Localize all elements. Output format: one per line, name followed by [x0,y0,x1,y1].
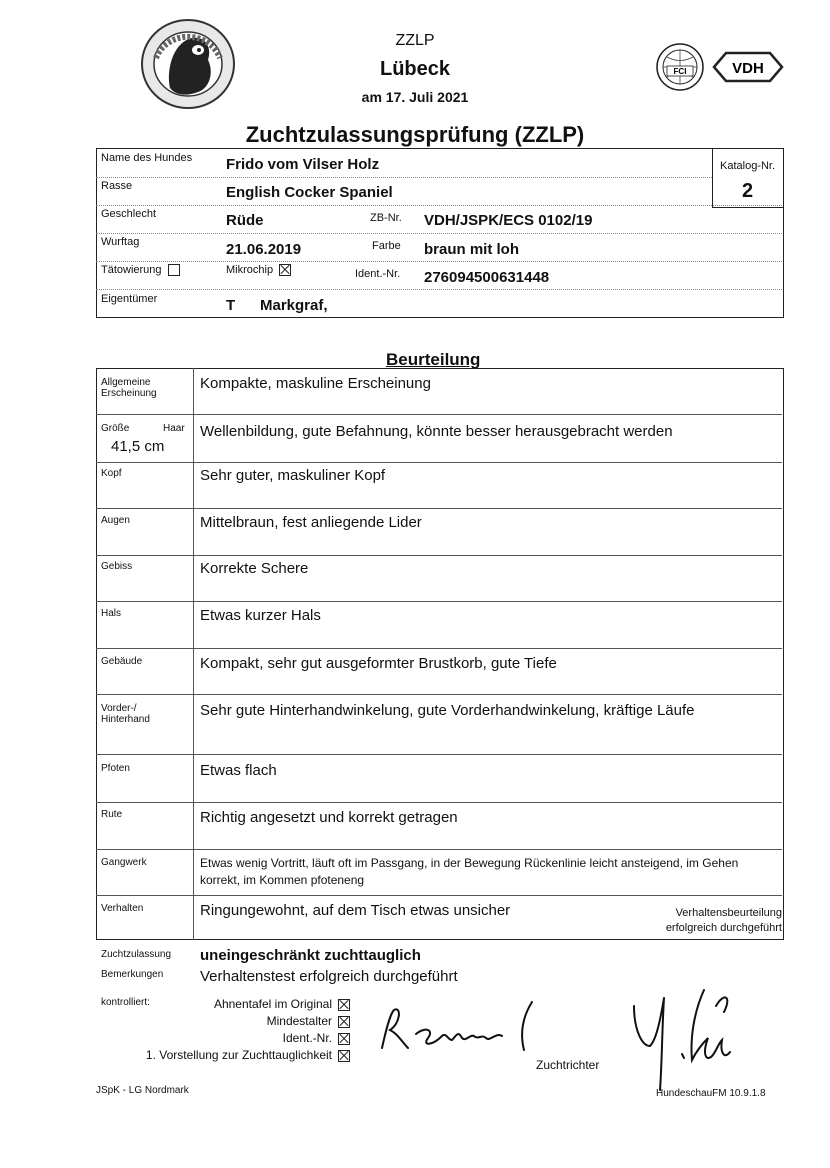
check-mindestalter-checkbox[interactable] [338,1016,350,1028]
header-date: am 17. Juli 2021 [361,89,469,105]
farbe-label: Farbe [372,240,401,252]
mikrochip-text: Mikrochip [226,264,274,276]
farbe-value: braun mit loh [424,241,519,258]
breed-value: English Cocker Spaniel [226,184,393,201]
allgemein-label-line1: Allgemeine [101,377,151,388]
mikrochip-checkbox[interactable] [279,264,291,276]
haar-label: Haar [163,423,185,434]
haar-value: Wellenbildung, gute Befahnung, könnte besser herausgebracht werden [200,423,673,440]
check-vorstellung-text: 1. Vorstellung zur Zuchttauglichkeit [145,1048,332,1062]
hals-value: Etwas kurzer Hals [200,607,321,624]
verhaltensbeurteilung-line2: erfolgreich durchgeführt [665,922,782,934]
divider [96,802,782,803]
breed-label: Rasse [101,180,133,192]
groesse-label: Größe [101,423,130,434]
checklist [100,996,350,1064]
zuchtzulassung-value: uneingeschränkt zuchttauglich [200,947,421,964]
check-vorstellung [100,1047,350,1064]
check-ident-text: Ident.-Nr. [282,1031,332,1045]
allgemein-label-line2: Erscheinung [101,388,157,399]
owner-label: Eigentümer [101,293,158,305]
zb-value: VDH/JSPK/ECS 0102/19 [424,212,593,229]
header-city: Lübeck [379,58,451,80]
check-ahnentafel [100,996,350,1013]
wurftag-label: Wurftag [101,236,140,248]
gebiss-value: Korrekte Schere [200,560,309,577]
taetowierung-checkbox[interactable] [168,264,180,276]
allgemein-label [101,377,157,399]
vorder-value: Sehr gute Hinterhandwinkelung, gute Vorderhandwinkelung, kräftige Läufe [200,702,695,719]
gangwerk-line1: Etwas wenig Vortritt, läuft oft im Passgang, in der Bewegung Rückenlinie leicht ansteigend, im Gehen [200,856,739,870]
owner-initial: T [226,297,236,314]
divider [96,289,782,290]
rute-label: Rute [101,809,123,820]
sex-value: Rüde [226,212,264,229]
dog-name-label: Name des Hundes [101,152,193,164]
kopf-value: Sehr guter, maskuliner Kopf [200,467,386,484]
zuchtrichter-label: Zuchtrichter [536,1058,600,1072]
zb-label: ZB-Nr. [370,212,402,224]
vdh-logo-text: VDH [732,60,764,77]
bemerkungen-label: Bemerkungen [101,969,164,980]
vdh-logo [712,50,784,84]
page-title: Zuchtzulassungsprüfung (ZZLP) [245,122,585,147]
divider [96,177,712,178]
footer-right: HundeschauFM 10.9.1.8 [656,1088,766,1099]
divider [96,233,782,234]
check-mindestalter-text: Mindestalter [266,1014,332,1028]
ident-label: Ident.-Nr. [355,268,401,280]
check-ahnentafel-text: Ahnentafel im Original [213,997,332,1011]
divider [96,601,782,602]
check-ahnentafel-checkbox[interactable] [338,999,350,1011]
signature-right [620,982,750,1092]
divider [96,754,782,755]
groesse-value: 41,5 cm [111,438,165,455]
fci-logo-text: FCI [673,67,687,76]
dog-name-value: Frido vom Vilser Holz [226,156,380,173]
vorder-label [101,703,150,725]
verhaltensbeurteilung-line1: Verhaltensbeurteilung [675,907,782,919]
fci-logo [655,42,705,92]
hals-label: Hals [101,608,122,619]
ident-value: 276094500631448 [424,269,550,286]
label-column-divider [193,368,194,940]
header-line-zzlp: ZZLP [395,32,435,49]
gangwerk-label: Gangwerk [101,857,147,868]
wurftag-value: 21.06.2019 [226,241,302,258]
gebiss-label: Gebiss [101,561,133,572]
verhalten-value: Ringungewohnt, auf dem Tisch etwas unsicher [200,902,511,919]
gangwerk-value [200,855,738,889]
taetowierung-label [101,264,180,276]
beurteilung-title: Beurteilung [386,350,481,369]
divider [96,895,782,896]
check-vorstellung-checkbox[interactable] [338,1050,350,1062]
gebaeude-value: Kompakt, sehr gut ausgeformter Brustkorb, gute Tiefe [200,655,557,672]
verhalten-label: Verhalten [101,903,144,914]
allgemein-value: Kompakte, maskuline Erscheinung [200,375,431,392]
augen-value: Mittelbraun, fest anliegende Lider [200,514,422,531]
check-mindestalter [100,1013,350,1030]
sex-label: Geschlecht [101,208,157,220]
owner-name: Markgraf, [260,297,328,314]
divider [96,555,782,556]
rute-value: Richtig angesetzt und korrekt getragen [200,809,458,826]
verhaltensbeurteilung [620,906,782,936]
pfoten-label: Pfoten [101,763,130,774]
catalog-number: 2 [742,180,754,202]
check-ident-checkbox[interactable] [338,1033,350,1045]
divider [96,462,782,463]
divider [96,414,782,415]
signature-left [372,990,552,1060]
divider [96,648,782,649]
kopf-label: Kopf [101,468,122,479]
bemerkungen-value: Verhaltenstest erfolgreich durchgeführt [200,968,458,985]
mikrochip-label [226,264,291,276]
vorder-label-line2: Hinterhand [101,714,150,725]
check-ident [100,1030,350,1047]
footer-left: JSpK - LG Nordmark [96,1085,189,1096]
kontrolliert-label: kontrolliert: [101,997,150,1008]
divider [96,849,782,850]
divider [96,205,782,206]
divider [96,261,782,262]
divider [96,694,782,695]
divider [96,508,782,509]
zuchtzulassung-label: Zuchtzulassung [101,949,172,960]
pfoten-value: Etwas flach [200,762,277,779]
catalog-label: Katalog-Nr. [720,160,776,172]
gebaeude-label: Gebäude [101,656,143,667]
vorder-label-line1: Vorder-/ [101,703,137,714]
taetowierung-text: Tätowierung [101,264,162,276]
augen-label: Augen [101,515,130,526]
gangwerk-line2: korrekt, im Kommen pfoteneng [200,873,365,887]
